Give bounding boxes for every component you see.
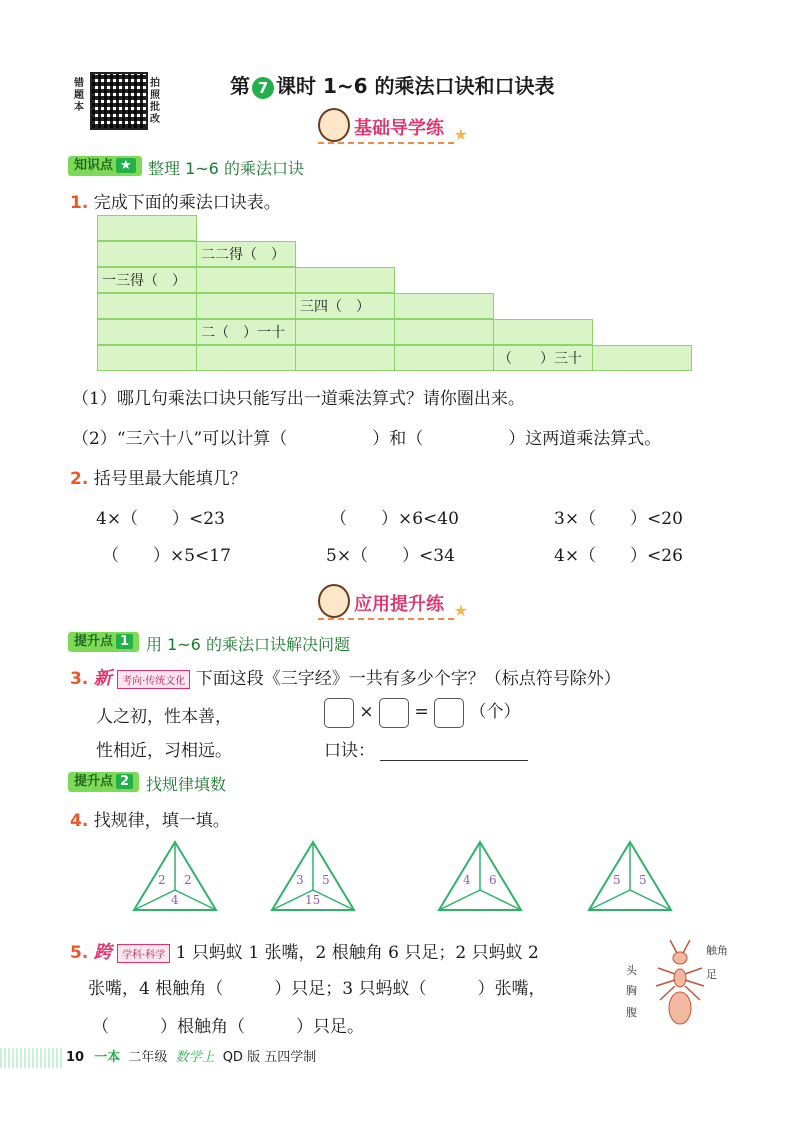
table-cell[interactable] [295,319,395,345]
lesson-number: 7 [252,77,274,99]
q1-sub2: （2）“三六十八”可以计算（ ）和（ ）这两道乘法算式。 [72,429,662,449]
table-cell[interactable]: 一三得（ ） [97,267,197,293]
q5-text-line2: 张嘴，4 根触角（ ）只足；3 只蚂蚁（ ）张嘴， [88,979,546,999]
q3-category-tag: 考向·传统文化 [117,670,190,689]
qr-left-label: 错题本 [74,78,84,113]
ant-chest-label: 胸 [626,984,637,997]
table-cell[interactable]: 二（ ）一十 [196,319,296,345]
q4-text: 找规律，填一填。 [93,811,230,831]
star-icon: ★ [116,158,136,173]
title-prefix: 第 [230,74,250,98]
knowledge-tag-label: 知识点 [74,158,114,173]
q3-koujue [324,736,528,761]
table-cell[interactable] [295,345,395,371]
table-cell[interactable] [97,345,197,371]
koujue-label: 口诀： [324,741,375,761]
koujue-answer-line[interactable] [380,744,528,761]
cartoon-face-icon [318,584,350,618]
triangle-1 [134,842,216,910]
ant-antenna-label: 触角 [706,944,728,957]
q3-text: 下面这段《三字经》一共有多少个字？（标点符号除外） [195,669,621,689]
knowledge-tag [68,156,142,176]
table-cell[interactable] [592,345,692,371]
q1-sub1: （1）哪几句乘法口诀只能写出一道乘法算式？请你圈出来。 [72,389,525,409]
footer [66,1046,316,1065]
cartoon-face-icon [318,108,350,142]
table-cell[interactable] [295,267,395,293]
q2-item[interactable]: 4×（ ）<26 [554,546,683,566]
q2-number: 2. [70,469,89,489]
q4-number: 4. [70,811,89,831]
footer-brand: 一本 [94,1050,121,1065]
footer-subject: 数学上 [175,1050,215,1065]
ant-belly-label: 腹 [626,1006,637,1019]
q2-item[interactable]: 4×（ ）<23 [96,509,225,529]
tri-bottom-value: 15 [305,893,321,907]
q2-line [70,464,247,489]
q4-line [70,806,230,831]
section-apply-label: 应用提升练 [354,594,444,615]
q2-item[interactable]: （ ）×6<40 [330,509,459,529]
table-cell[interactable] [196,345,296,371]
q3-line [70,664,621,690]
point1-title: 用 1~6 的乘法口诀解决问题 [146,635,350,654]
ant-head-label: 头 [626,964,637,977]
star-icon: ★ [453,125,468,144]
tri-right-value: 5 [639,873,647,887]
q3-verse-line1: 人之初，性本善， [96,707,232,727]
tri-left-value: 5 [613,873,621,887]
answer-box[interactable] [434,698,464,728]
q5-text-line1: 1 只蚂蚁 1 张嘴，2 根触角 6 只足；2 只蚂蚁 2 [175,943,539,963]
qr-right-label: 拍照批改 [150,78,160,125]
section-basic-label: 基础导学练 [354,118,444,139]
page-title [230,70,555,99]
q5-text-line3: （ ）根触角（ ）只足。 [92,1017,364,1037]
q1-text: 完成下面的乘法口诀表。 [93,193,281,213]
knowledge-title: 整理 1~6 的乘法口诀 [148,159,304,178]
table-cell[interactable] [97,319,197,345]
table-cell[interactable] [97,215,197,241]
table-cell[interactable]: （ ）三十 [493,345,593,371]
q5-line1 [70,938,539,964]
point1-tag [68,632,139,652]
table-cell[interactable] [196,293,296,319]
unit-label: （个） [469,702,521,722]
point1-tag-label: 提升点 [74,634,114,649]
qr-code[interactable] [90,72,148,130]
section-apply-badge [318,592,468,620]
q1-number: 1. [70,193,89,213]
tri-right-value: 2 [184,873,192,887]
cross-subject-badge: 跨 [93,942,112,963]
q5-number: 5. [70,943,89,963]
table-cell[interactable] [97,241,197,267]
point2-tag [68,772,139,792]
q2-item[interactable]: 3×（ ）<20 [554,509,683,529]
title-text: 课时 1~6 的乘法口诀和口诀表 [276,74,555,98]
star-icon: ★ [453,601,468,620]
table-cell[interactable] [394,345,494,371]
table-cell[interactable]: 二二得（ ） [196,241,296,267]
section-basic-badge [318,116,468,144]
q5-category-tag: 学科·科学 [117,944,170,963]
table-cell[interactable] [394,319,494,345]
q1-line [70,188,281,213]
times-sign: × [359,702,374,722]
q2-text: 括号里最大能填几？ [93,469,247,489]
tri-left-value: 3 [296,873,304,887]
table-cell[interactable] [97,293,197,319]
triangle-2 [272,842,354,910]
table-cell[interactable] [196,267,296,293]
tri-left-value: 4 [463,873,471,887]
triangle-4 [589,842,671,910]
point1-number: 1 [116,634,133,649]
q2-item[interactable]: （ ）×5<17 [102,546,231,566]
point2-number: 2 [116,774,133,789]
point2-title: 找规律填数 [146,775,227,794]
answer-box[interactable] [324,698,354,728]
new-badge: 新 [93,668,112,689]
point2-tag-label: 提升点 [74,774,114,789]
q4-triangles [130,838,690,914]
footer-band [0,1048,62,1068]
q3-number: 3. [70,669,89,689]
footer-grade: 二年级 [128,1050,168,1065]
q3-verse-line2: 性相近，习相远。 [96,741,232,761]
tri-right-value: 6 [489,873,497,887]
page-number: 10 [66,1050,85,1065]
tri-right-value: 5 [322,873,330,887]
footer-edition: QD 版 五四学制 [222,1050,317,1065]
tri-bottom-value: 4 [171,893,179,907]
q2-item[interactable]: 5×（ ）<34 [326,546,455,566]
table-cell[interactable] [493,319,593,345]
table-cell[interactable]: 三四（ ） [295,293,395,319]
tri-left-value: 2 [158,873,166,887]
q3-equation [324,697,521,728]
triangle-3 [439,842,521,910]
table-cell[interactable] [394,293,494,319]
equals-sign: = [414,702,429,722]
ant-foot-label: 足 [706,968,717,981]
answer-box[interactable] [379,698,409,728]
